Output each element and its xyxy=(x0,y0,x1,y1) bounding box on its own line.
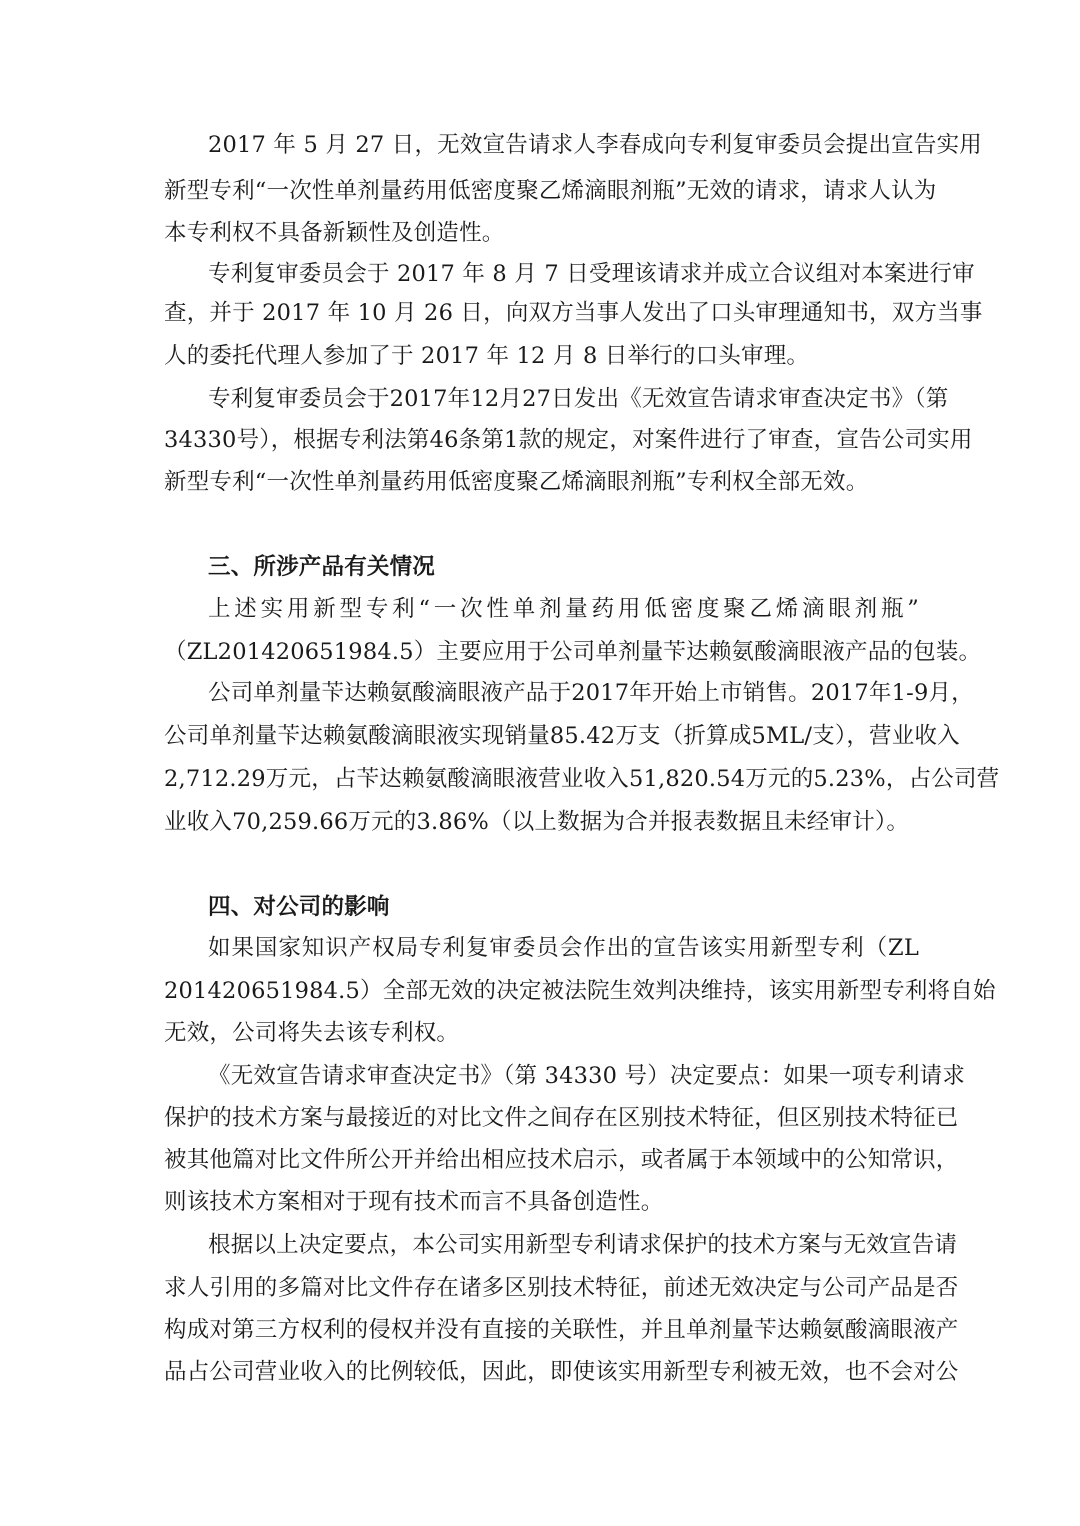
paragraph-2-line-2: 查，并于 2017 年 10 月 26 日，向双方当事人发出了口头审理通知书，双方当事 xyxy=(164,300,983,326)
paragraph-1-line-1: 2017 年 5 月 27 日，无效宣告请求人李春成向专利复审委员会提出宣告实用 xyxy=(208,132,982,158)
section-4-heading: 四、对公司的影响 xyxy=(208,894,390,920)
section-4-paragraph-2-line-2: 保护的技术方案与最接近的对比文件之间存在区别技术特征，但区别技术特征已 xyxy=(164,1105,959,1131)
section-4-paragraph-3-line-2: 求人引用的多篇对比文件存在诸多区别技术特征，前述无效决定与公司产品是否 xyxy=(164,1275,959,1301)
paragraph-1-line-2: 新型专利“一次性单剂量药用低密度聚乙烯滴眼剂瓶”无效的请求，请求人认为 xyxy=(164,178,937,204)
paragraph-3-line-3: 新型专利“一次性单剂量药用低密度聚乙烯滴眼剂瓶”专利权全部无效。 xyxy=(164,469,869,495)
paragraph-2-line-1: 专利复审委员会于 2017 年 8 月 7 日受理该请求并成立合议组对本案进行审 xyxy=(208,261,975,287)
paragraph-2-line-3: 人的委托代理人参加了于 2017 年 12 月 8 日举行的口头审理。 xyxy=(164,343,810,369)
section-3-paragraph-2-line-2: 公司单剂量苄达赖氨酸滴眼液实现销量85.42万支（折算成5ML/支），营业收入 xyxy=(164,723,960,749)
section-3-paragraph-1-line-1: 上述实用新型专利“一次性单剂量药用低密度聚乙烯滴眼剂瓶” xyxy=(208,596,919,622)
section-4-paragraph-1-line-1: 如果国家知识产权局专利复审委员会作出的宣告该实用新型专利（ZL xyxy=(208,935,919,961)
section-3-paragraph-2-line-1: 公司单剂量苄达赖氨酸滴眼液产品于2017年开始上市销售。2017年1-9月， xyxy=(208,680,974,706)
section-4-paragraph-2-line-1: 《无效宣告请求审查决定书》（第 34330 号）决定要点：如果一项专利请求 xyxy=(208,1063,966,1089)
section-3-heading: 三、所涉产品有关情况 xyxy=(208,554,436,580)
section-4-paragraph-1-line-3: 无效，公司将失去该专利权。 xyxy=(164,1020,460,1046)
section-4-paragraph-2-line-3: 被其他篇对比文件所公开并给出相应技术启示，或者属于本领域中的公知常识， xyxy=(164,1147,959,1173)
paragraph-3-line-1: 专利复审委员会于2017年12月27日发出《无效宣告请求审查决定书》（第 xyxy=(208,386,949,412)
section-4-paragraph-2-line-4: 则该技术方案相对于现有技术而言不具备创造性。 xyxy=(164,1189,664,1215)
paragraph-1-line-3: 本专利权不具备新颖性及创造性。 xyxy=(164,220,505,246)
paragraph-3-line-2: 34330号），根据专利法第46条第1款的规定，对案件进行了审查，宣告公司实用 xyxy=(164,427,973,453)
section-4-paragraph-3-line-3: 构成对第三方权利的侵权并没有直接的关联性，并且单剂量苄达赖氨酸滴眼液产 xyxy=(164,1317,959,1343)
section-3-paragraph-1-line-2: （ZL201420651984.5）主要应用于公司单剂量苄达赖氨酸滴眼液产品的包装。 xyxy=(164,639,982,665)
section-3-paragraph-2-line-4: 业收入70,259.66万元的3.86%（以上数据为合并报表数据且未经审计）。 xyxy=(164,809,910,835)
section-4-paragraph-3-line-1: 根据以上决定要点，本公司实用新型专利请求保护的技术方案与无效宣告请 xyxy=(208,1232,958,1258)
section-3-paragraph-2-line-3: 2,712.29万元，占苄达赖氨酸滴眼液营业收入51,820.54万元的5.23%，占公司营 xyxy=(164,766,1000,792)
section-4-paragraph-1-line-2: 201420651984.5）全部无效的决定被法院生效判决维持，该实用新型专利将自始 xyxy=(164,978,996,1004)
section-4-paragraph-3-line-4: 品占公司营业收入的比例较低，因此，即使该实用新型专利被无效，也不会对公 xyxy=(164,1359,959,1385)
